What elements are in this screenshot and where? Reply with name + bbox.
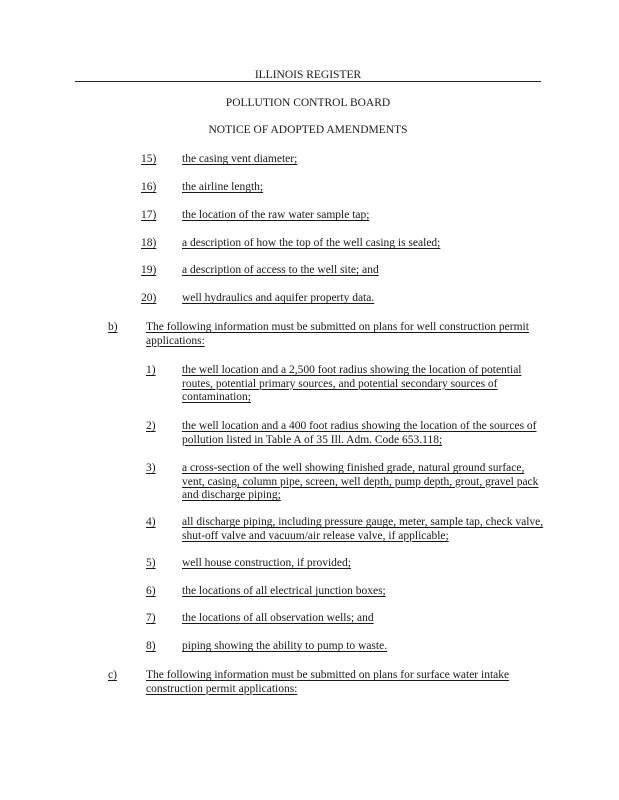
subitem-text: all discharge piping, including pressure gauge, meter, sample tap, check valve, shut-off valve and vacuum/air release valve, if applicable; [182,516,544,542]
notice-title: NOTICE OF ADOPTED AMENDMENTS [208,124,408,136]
section-label: c) [108,669,117,681]
subitem-number: 4) [146,516,156,528]
subitem-text: piping showing the ability to pump to waste. [182,640,388,652]
section-text: The following information must be submitted on plans for surface water intake construction permit applications: [146,669,510,695]
subitem-number: 8) [146,640,156,652]
subitem-text: the well location and a 2,500 foot radius showing the location of potential routes, potential primary sources, and potential secondary sources of contamination; [182,364,522,403]
item-number: 15) [141,153,157,165]
subitem-number: 1) [146,364,156,376]
section-label: b) [108,321,118,333]
subitem-number: 7) [146,612,156,624]
item-text: a description of access to the well site; and [182,264,379,276]
subitem-number: 3) [146,462,156,474]
subitem-text: a cross-section of the well showing finished grade, natural ground surface, vent, casing, column pipe, screen, well depth, pump depth, grout, gravel pack and discharge piping; [182,462,539,501]
item-number: 16) [141,181,157,193]
subitem-text: the locations of all observation wells; and [182,612,374,624]
subitem-number: 2) [146,420,156,432]
item-text: the airline length; [182,181,264,193]
item-number: 20) [141,292,157,304]
item-number: 17) [141,209,157,221]
item-text: a description of how the top of the well casing is sealed; [182,237,441,249]
item-text: well hydraulics and aquifer property data. [182,292,375,304]
subitem-text: the locations of all electrical junction boxes; [182,585,386,597]
item-number: 18) [141,237,157,249]
subitem-text: the well location and a 400 foot radius showing the location of the sources of pollution listed in Table A of 35 Ill. Adm. Code 653.118; [182,420,537,446]
section-text: The following information must be submitted on plans for well construction permit applications: [146,321,529,347]
item-text: the casing vent diameter; [182,153,298,165]
header-rule [75,81,541,82]
subitem-text: well house construction, if provided; [182,557,351,569]
item-text: the location of the raw water sample tap; [182,209,370,221]
subitem-number: 6) [146,585,156,597]
item-number: 19) [141,264,157,276]
agency-title: POLLUTION CONTROL BOARD [225,97,391,109]
register-title: ILLINOIS REGISTER [254,69,362,81]
subitem-number: 5) [146,557,156,569]
